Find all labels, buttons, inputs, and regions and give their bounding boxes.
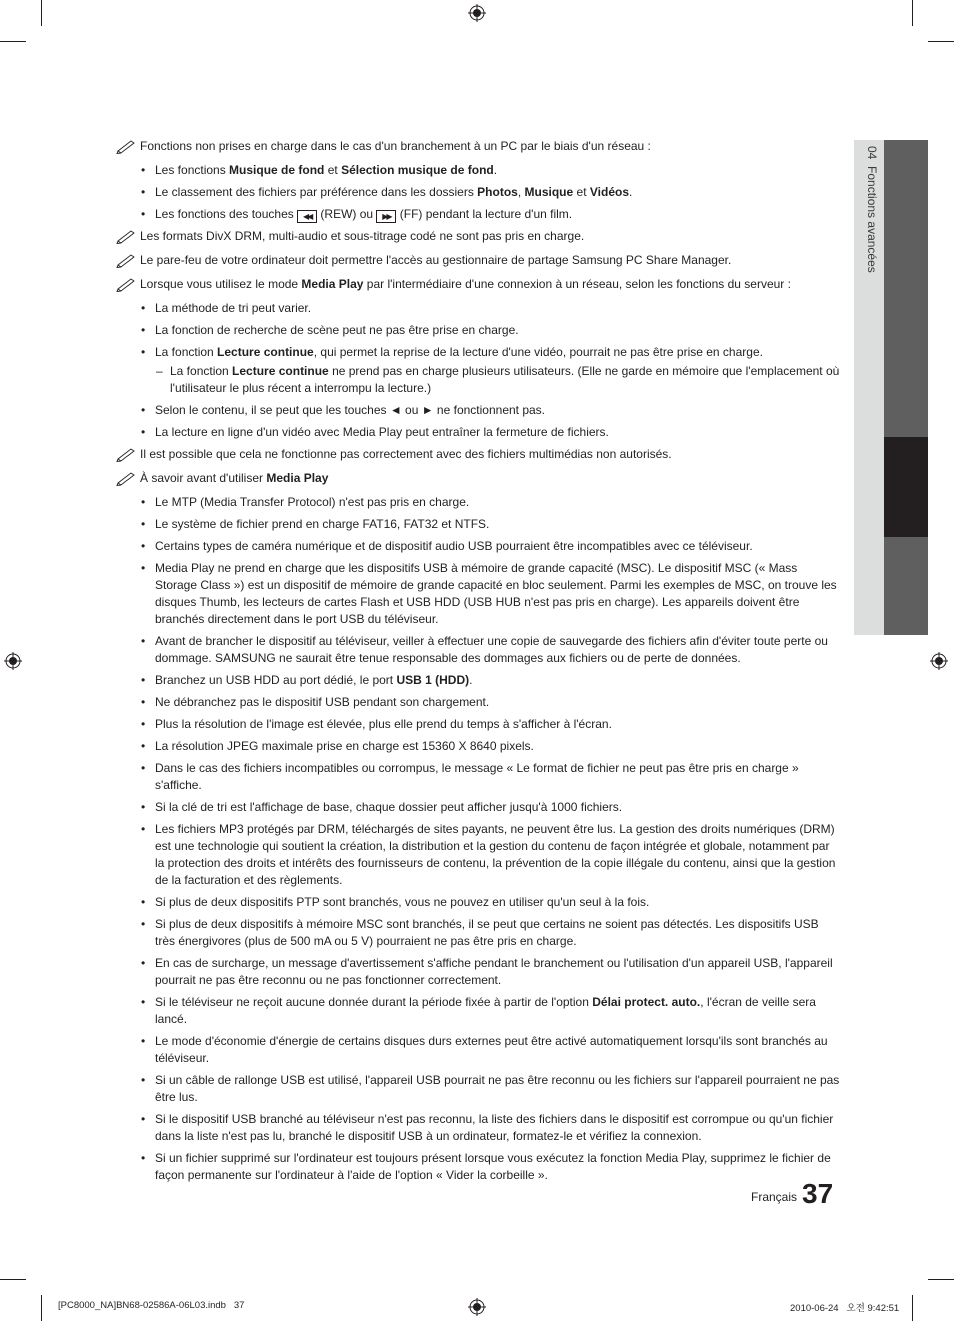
registration-mark-icon — [468, 4, 486, 22]
bold-term: Sélection musique de fond — [341, 163, 494, 177]
list-item-text: Si le dispositif USB branché au téléviseur n'est pas reconnu, la liste des fichiers dans le dispositif est corrompue ou qu'un fichier dans la liste n'est pas lu, branché le dispositif USB à un ordinateur, formatez-le et vérifiez la connexion. — [155, 1112, 834, 1143]
list-item — [116, 162, 841, 179]
list-item — [116, 694, 841, 711]
list-item — [116, 994, 841, 1028]
crop-mark — [0, 41, 26, 42]
bold-term: Lecture continue — [232, 364, 329, 378]
note-text: par l'intermédiaire d'une connexion à un réseau, selon les fonctions du serveur : — [363, 277, 791, 291]
note-text: À savoir avant d'utiliser — [140, 471, 267, 485]
note — [116, 446, 841, 463]
sub-list-item — [116, 363, 841, 397]
note-pencil-icon — [116, 446, 136, 462]
bold-term: Musique de fond — [229, 163, 325, 177]
list-item — [116, 1072, 841, 1106]
crop-mark — [928, 41, 954, 42]
crop-mark — [0, 1279, 26, 1280]
note-pencil-icon — [116, 138, 136, 154]
list-item-text: La résolution JPEG maximale prise en charge est 15360 X 8640 pixels. — [155, 739, 534, 753]
list-item-text: Si le téléviseur ne reçoit aucune donnée durant la période fixée à partir de l'option — [155, 995, 593, 1009]
list-item-text: (REW) ou — [317, 207, 377, 221]
list-item — [116, 821, 841, 889]
section-tab — [884, 140, 928, 437]
list-item — [116, 955, 841, 989]
list-item-text: Le classement des fichiers par préférence dans les dossiers — [155, 185, 478, 199]
note-pencil-icon — [116, 252, 136, 268]
footer-language: Français — [751, 1190, 798, 1204]
fast-forward-key-icon: ▶▶ — [376, 210, 396, 223]
list-item-text: En cas de surcharge, un message d'avertissement s'affiche pendant le branchement ou l'utilisation d'un appareil USB, l'appareil pourrait ne pas être reconnu ou ne pas fonctionner correctement. — [155, 956, 833, 987]
list-item-text: Avant de brancher le dispositif au téléviseur, veiller à effectuer une copie de sauvegarde des fichiers afin d'éviter toute perte ou dommage. SAMSUNG ne saurait être tenue responsable des dommages aux fichiers ou de perte de données. — [155, 634, 828, 665]
list-item-text: , — [517, 185, 525, 199]
note — [116, 138, 841, 155]
note-text: Les formats DivX DRM, multi-audio et sous-titrage codé ne sont pas pris en charge. — [140, 229, 585, 243]
list-item — [116, 206, 841, 223]
section-tab-active — [884, 437, 928, 537]
bold-term: Vidéos — [589, 185, 630, 199]
list-item — [116, 344, 841, 361]
list-item-text: Le système de fichier prend en charge FAT16, FAT32 et NTFS. — [155, 517, 490, 531]
list-item-text: Les fonctions — [155, 163, 230, 177]
list-item — [116, 738, 841, 755]
note-text: Le pare-feu de votre ordinateur doit permettre l'accès au gestionnaire de partage Samsung PC Share Manager. — [140, 253, 732, 267]
page-content — [116, 138, 841, 1189]
bold-term: Media Play — [301, 277, 364, 291]
list-item-text: Le MTP (Media Transfer Protocol) n'est pas pris en charge. — [155, 495, 470, 509]
registration-mark-icon — [930, 652, 948, 670]
list-item — [116, 916, 841, 950]
note-text: Fonctions non prises en charge dans le cas d'un branchement à un PC par le biais d'un réseau : — [140, 139, 651, 153]
crop-mark — [912, 0, 913, 26]
crop-mark — [928, 1279, 954, 1280]
list-item — [116, 494, 841, 511]
page-number: 37 — [802, 1178, 834, 1209]
list-item-text: Si un fichier supprimé sur l'ordinateur est toujours présent lorsque vous exécutez la fonction Media Play, supprimez le fichier de façon permanente sur l'ordinateur à l'aide de l'option « Vider la corbeille ». — [155, 1151, 831, 1182]
list-item-text: La fonction de recherche de scène peut ne pas être prise en charge. — [155, 323, 519, 337]
list-item-text: et — [573, 185, 590, 199]
list-item-text: Plus la résolution de l'image est élevée, plus elle prend du temps à s'afficher à l'écran. — [155, 717, 612, 731]
note — [116, 228, 841, 245]
note-text: Lorsque vous utilisez le mode — [140, 277, 302, 291]
list-item-text: . — [629, 185, 633, 199]
slug-file-info: [PC8000_NA]BN68-02586A-06L03.indb 37 — [58, 1300, 245, 1311]
note — [116, 276, 841, 293]
list-item — [116, 716, 841, 733]
bold-term: Lecture continue — [217, 345, 314, 359]
list-item-text: Media Play ne prend en charge que les dispositifs USB à mémoire de grande capacité (MSC). Le dispositif MSC (« Mass Storage Class ») est un dispositif de mémoire de grande capacité en bloc seulement. Parmi les exemples de MSC, on trouve les disques Thumb, les lecteurs de cartes Flash et USB HDD (USB HUB n'est pas pris en charge). Les appareils doivent être branchés directement dans le port USB du téléviseur. — [155, 561, 837, 626]
list-item — [116, 633, 841, 667]
list-item — [116, 1150, 841, 1184]
list-item-text: Le mode d'économie d'énergie de certains disques durs externes peut être activé automatiquement lorsqu'ils sont branchés au téléviseur. — [155, 1034, 828, 1065]
list-item-text: Dans le cas des fichiers incompatibles ou corrompus, le message « Le format de fichier ne peut pas être pris en charge » s'affiche. — [155, 761, 799, 792]
crop-mark — [41, 1295, 42, 1321]
list-item-text: Si un câble de rallonge USB est utilisé, l'appareil USB pourrait ne pas être reconnu ou les fichiers sur l'appareil pourraient ne pas être lus. — [155, 1073, 840, 1104]
bold-term: Délai protect. auto. — [592, 995, 701, 1009]
list-item-text: Ne débranchez pas le dispositif USB pendant son chargement. — [155, 695, 490, 709]
rewind-key-icon: ◀◀ — [297, 210, 317, 223]
list-item-text: Les fonctions des touches — [155, 207, 298, 221]
list-item — [116, 322, 841, 339]
list-item-text: , qui permet la reprise de la lecture d'une vidéo, pourrait ne pas être prise en charge. — [313, 345, 763, 359]
section-label — [859, 146, 879, 316]
list-item — [116, 184, 841, 201]
bold-term: Musique — [524, 185, 574, 199]
crop-mark — [912, 1295, 913, 1321]
list-item — [116, 672, 841, 689]
list-item — [116, 402, 841, 419]
list-item-text: La méthode de tri peut varier. — [155, 301, 312, 315]
list-item — [116, 1111, 841, 1145]
list-item-text: Les fichiers MP3 protégés par DRM, téléchargés de sites payants, ne peuvent être lus. La gestion des droits numériques (DRM) est une technologie qui soutient la création, la distribution et la gestion du contenu de façon intégrée et globale, notamment par la protection des droits et intérêts des fournisseurs de contenu, la prévention de la copie illégale du contenu, ainsi que la gestion de la facturation et des règlements. — [155, 822, 836, 887]
list-item-text: La fonction — [170, 364, 233, 378]
list-item — [116, 560, 841, 628]
list-item-text: Si plus de deux dispositifs PTP sont branchés, vous ne pouvez en utiliser qu'un seul à la fois. — [155, 895, 650, 909]
list-item-text: La fonction — [155, 345, 218, 359]
list-item — [116, 760, 841, 794]
list-item-text: Si la clé de tri est l'affichage de base, chaque dossier peut afficher jusqu'à 1000 fichiers. — [155, 800, 623, 814]
list-item-text: Branchez un USB HDD au port dédié, le port — [155, 673, 397, 687]
list-item — [116, 516, 841, 533]
list-item-text: et — [324, 163, 342, 177]
list-item — [116, 894, 841, 911]
list-item — [116, 300, 841, 317]
note-pencil-icon — [116, 470, 136, 486]
list-item-text: Si plus de deux dispositifs à mémoire MSC sont branchés, il se peut que certains ne soient pas détectés. Les dispositifs USB très énergivores (plus de 500 mA ou 5 V) pourraient ne pas être pris en charge. — [155, 917, 819, 948]
note — [116, 252, 841, 269]
list-item-text: . — [469, 673, 473, 687]
list-item-text: , l'écran de veille sera lancé. — [155, 995, 816, 1026]
bold-term: Media Play — [266, 471, 329, 485]
section-tab — [884, 537, 928, 635]
list-item — [116, 1033, 841, 1067]
list-item-text: La lecture en ligne d'un vidéo avec Media Play peut entraîner la fermeture de fichiers. — [155, 425, 609, 439]
section-number: 04 — [865, 146, 879, 160]
crop-mark — [41, 0, 42, 26]
list-item-text: . — [493, 163, 498, 177]
list-item — [116, 424, 841, 441]
note-pencil-icon — [116, 228, 136, 244]
list-item-text: Selon le contenu, il se peut que les touches ◄ ou ► ne fonctionnent pas. — [155, 403, 546, 417]
registration-mark-icon — [4, 652, 22, 670]
bold-term: Photos — [477, 185, 518, 199]
note-text: Il est possible que cela ne fonctionne pas correctement avec des fichiers multimédias non autorisés. — [140, 447, 672, 461]
section-title: Fonctions avancées — [865, 166, 879, 273]
note — [116, 470, 841, 487]
bold-term: USB 1 (HDD) — [396, 673, 470, 687]
list-item-text: ne prend pas en charge plusieurs utilisateurs. (Elle ne garde en mémoire que l'emplacement où l'utilisateur le plus récent a interrompu la lecture.) — [170, 364, 840, 395]
list-item — [116, 799, 841, 816]
registration-mark-icon — [468, 1298, 486, 1316]
list-item — [116, 538, 841, 555]
list-item-text: (FF) pendant la lecture d'un film. — [396, 207, 573, 221]
slug-date-info: 2010-06-24 오전 9:42:51 — [790, 1303, 900, 1314]
list-item-text: Certains types de caméra numérique et de dispositif audio USB pourraient être incompatibles avec ce téléviseur. — [155, 539, 753, 553]
note-pencil-icon — [116, 276, 136, 292]
